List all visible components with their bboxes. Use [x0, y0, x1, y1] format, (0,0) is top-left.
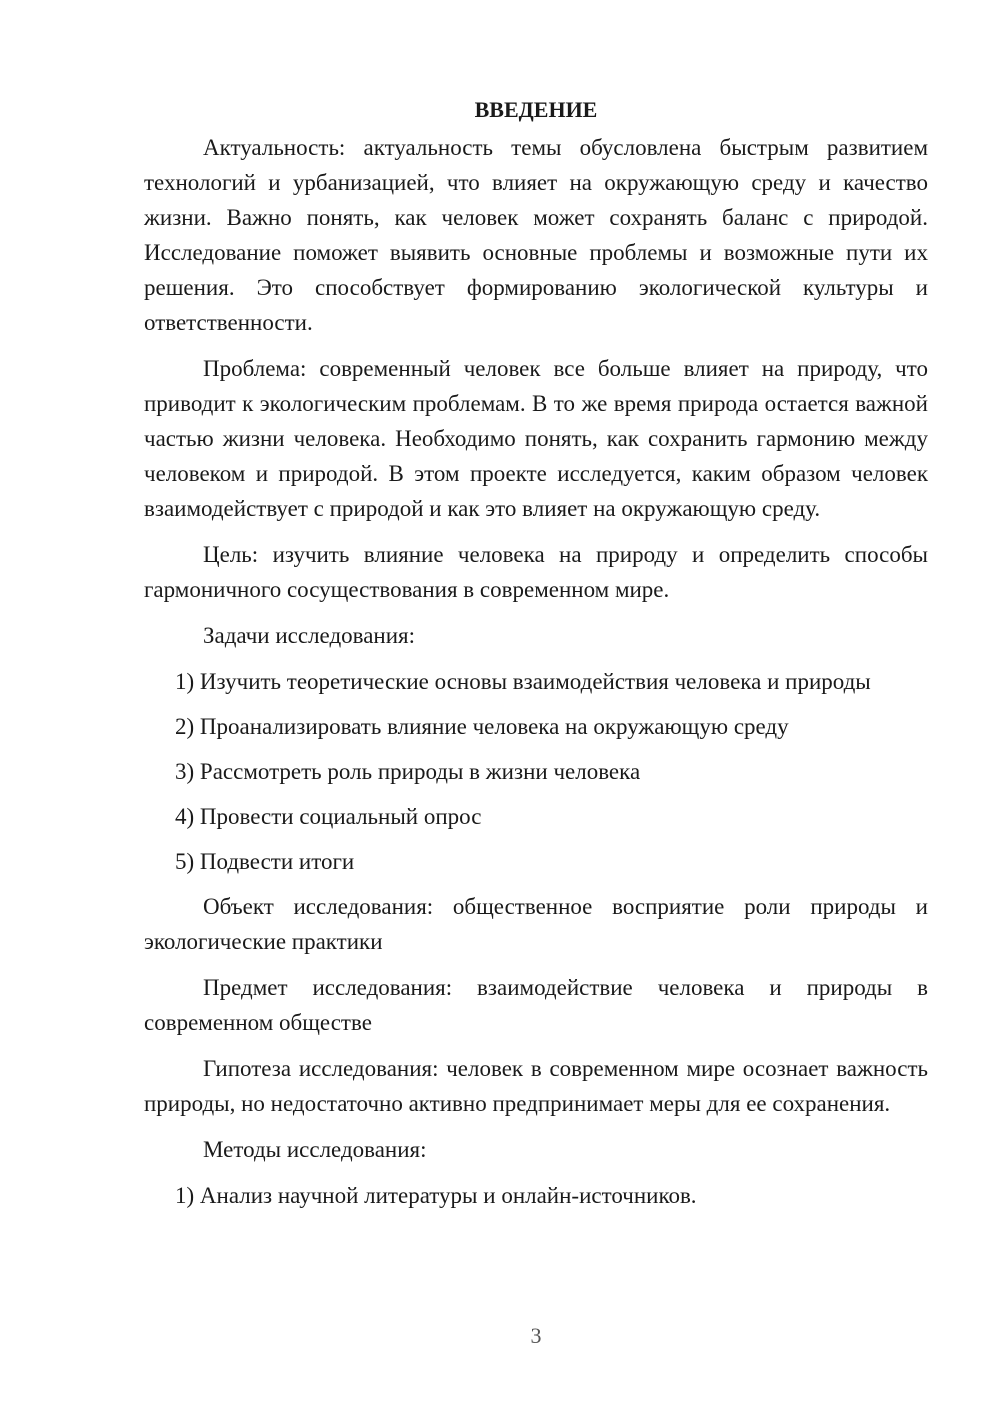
methods-heading: Методы исследования:	[203, 1137, 427, 1162]
tasks-heading: Задачи исследования:	[203, 623, 416, 648]
subject-paragraph: Предмет исследования: взаимодействие человека и природы в современном обществе	[144, 975, 928, 1035]
task-item: 5) Подвести итоги	[175, 849, 355, 874]
goal-paragraph: Цель: изучить влияние человека на природу и определить способы гармоничного сосуществования в современном мире.	[144, 542, 928, 602]
section-title: ВВЕДЕНИЕ	[474, 97, 598, 122]
page-content	[144, 92, 928, 1223]
problem-paragraph: Проблема: современный человек все больше влияет на природу, что приводит к экологическим проблемам. В то же время природа остается важной частью жизни человека. Необходимо понять, как сохранить гармонию между человеком и природой. В этом проекте исследуется, каким образом человек взаимодействует с природой и как это влияет на окружающую среду.	[144, 356, 928, 521]
task-item: 4) Провести социальный опрос	[175, 804, 482, 829]
method-item: 1) Анализ научной литературы и онлайн-источников.	[175, 1183, 697, 1208]
task-item: 2) Проанализировать влияние человека на окружающую среду	[175, 714, 789, 739]
relevance-paragraph: Актуальность: актуальность темы обусловлена быстрым развитием технологий и урбанизацией, что влияет на окружающую среду и качество жизни. Важно понять, как человек может сохранять баланс с природой. Исследование поможет выявить основные проблемы и возможные пути их решения. Это способствует формированию экологической культуры и ответственности.	[144, 135, 928, 335]
task-item: 3) Рассмотреть роль природы в жизни человека	[175, 759, 641, 784]
page-number: 3	[530, 1323, 542, 1348]
hypothesis-paragraph: Гипотеза исследования: человек в современном мире осознает важность природы, но недостаточно активно предпринимает меры для ее сохранения.	[144, 1056, 928, 1116]
task-item: 1) Изучить теоретические основы взаимодействия человека и природы	[175, 669, 871, 694]
object-paragraph: Объект исследования: общественное восприятие роли природы и экологические практики	[144, 894, 928, 954]
